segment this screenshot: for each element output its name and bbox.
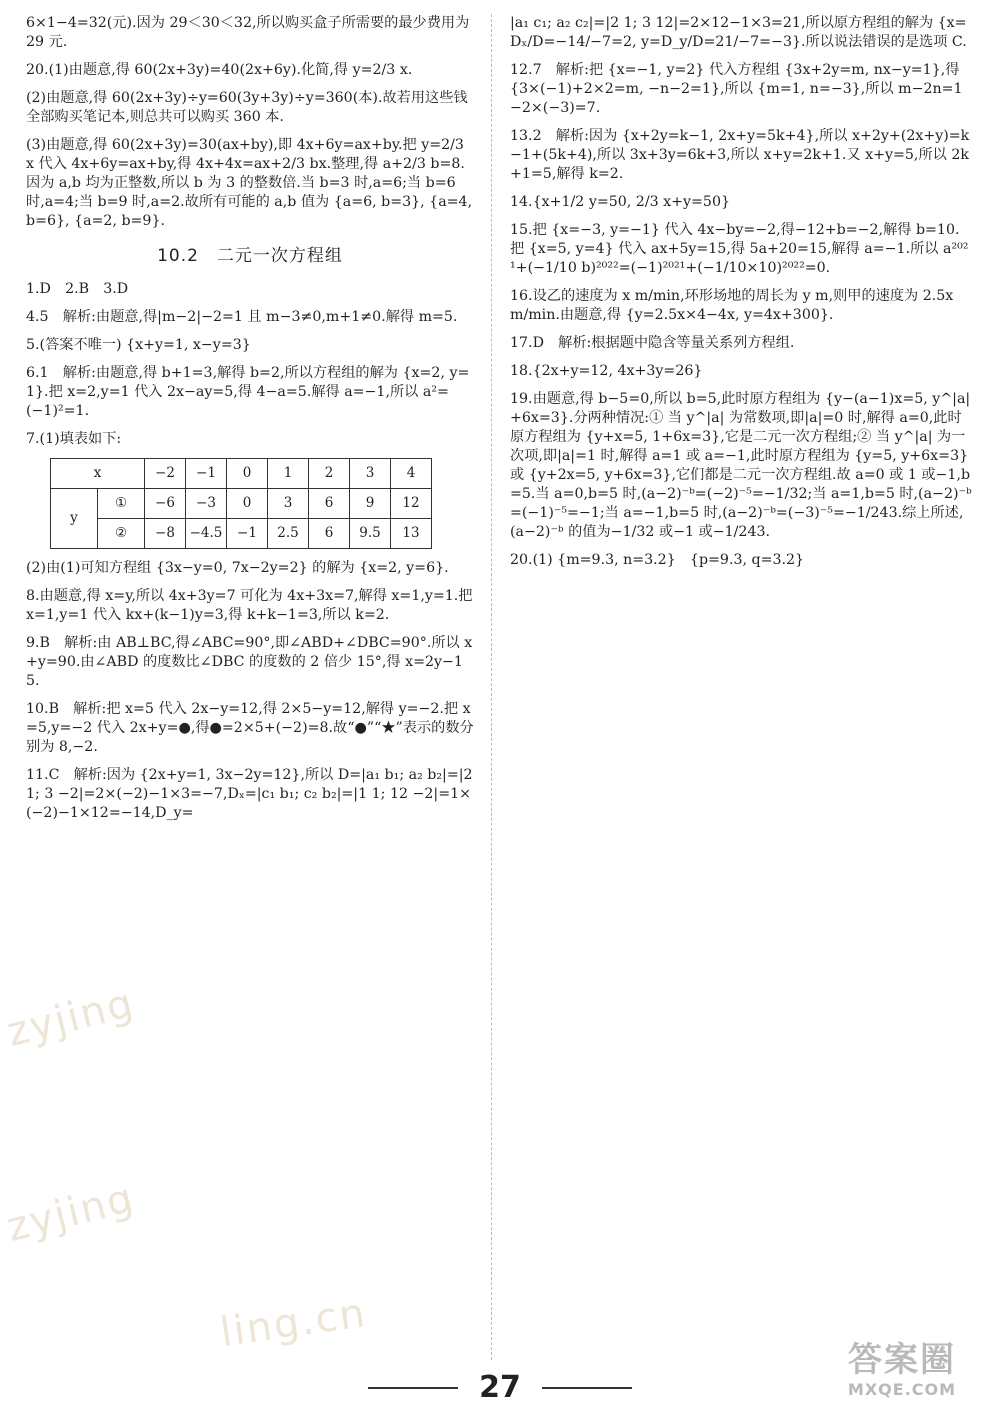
answer-item: 1.D 2.B 3.D	[26, 281, 129, 297]
table-cell: −1	[186, 459, 227, 489]
answer-item: 11.C 解析:因为 {2x+y=1, 3x−2y=12},所以 D=|a₁ b₁; a₂ b₂|=|2 1; 3 −2|=2×(−2)−1×3=−7,Dₓ=|c₁ b₁; c₂ b₂|=|1 1; 12 −2|=1×(−2)−1×12=−14,D_y=	[26, 767, 473, 821]
footer-line	[368, 1387, 458, 1389]
logo-text: 答案圈	[848, 1340, 956, 1380]
table-cell: 2	[309, 459, 350, 489]
answer-item: 6.1 解析:由题意,得 b+1=3,解得 b=2,所以方程组的解为 {x=2, y=1}.把 x=2,y=1 代入 2x−ay=5,得 4−a=5.解得 a=−1,所以 a²=(−1)²=1.	[26, 365, 470, 419]
answer-item: 12.7 解析:把 {x=−1, y=2} 代入方程组 {3x+2y=m, nx−y=1},得 {3×(−1)+2×2=m, −n−2=1},所以 {m=1, n=−3},所以 m−2n=1−2×(−3)=7.	[510, 62, 963, 116]
answer-item: |a₁ c₁; a₂ c₂|=|2 1; 3 12|=2×12−1×3=21,所以原方程组的解为 {x=Dₓ/D=−14/−7=2, y=D_y/D=21/−7=−3}.所以说法错误的是选项 C.	[510, 15, 967, 50]
answer-item: 13.2 解析:因为 {x+2y=k−1, 2x+y=5k+4},所以 x+2y+(2x+y)=k−1+(5k+4),所以 3x+3y=6k+3,所以 x+y=2k+1.又 x+y=5,所以 2k+1=5,解得 k=2.	[510, 128, 970, 182]
answer-item: 7.(1)填表如下:	[26, 431, 122, 447]
table-row	[51, 489, 432, 519]
right-column	[510, 14, 972, 579]
table-cell: 0	[227, 459, 268, 489]
table-cell: −4.5	[186, 519, 227, 549]
answer-item: 6×1−4=32(元).因为 29＜30＜32,所以购买盒子所需要的最少费用为 29 元.	[26, 15, 470, 50]
table-cell: x	[51, 459, 145, 489]
table-cell: −2	[145, 459, 186, 489]
table-cell: −8	[145, 519, 186, 549]
table-row	[51, 459, 432, 489]
table-cell: −3	[186, 489, 227, 519]
answer-item: 4.5 解析:由题意,得|m−2|−2=1 且 m−3≠0,m+1≠0.解得 m=5.	[26, 309, 458, 325]
table-cell: 6	[309, 489, 350, 519]
table-cell: 3	[350, 459, 391, 489]
left-column	[26, 14, 474, 832]
answer-item: 16.设乙的速度为 x m/min,环形场地的周长为 y m,则甲的速度为 2.5x m/min.由题意,得 {y=2.5x×4−4x, y=4x+300}.	[510, 288, 954, 323]
watermark: zyjing	[2, 980, 140, 1056]
answer-item: (2)由题意,得 60(2x+3y)÷y=60(3y+3y)÷y=360(本).故若用这些钱全部购买笔记本,则总共可以购买 360 本.	[26, 90, 468, 125]
table-cell: 6	[309, 519, 350, 549]
answer-item: 9.B 解析:由 AB⊥BC,得∠ABC=90°,即∠ABD+∠DBC=90°.所以 x+y=90.由∠ABD 的度数比∠DBC 的度数的 2 倍少 15°,得 x=2y−15.	[26, 635, 473, 689]
site-logo	[818, 1340, 986, 1404]
table-cell: 0	[227, 489, 268, 519]
table-cell: y	[51, 489, 98, 549]
table-cell: 1	[268, 459, 309, 489]
table-cell: 2.5	[268, 519, 309, 549]
answer-item: 10.B 解析:把 x=5 代入 2x−y=12,得 2×5−y=12,解得 y=−2.把 x=5,y=−2 代入 2x+y=●,得●=2×5+(−2)=8.故“●”“★”表示的数分别为 8,−2.	[26, 701, 474, 755]
answer-item: (2)由(1)可知方程组 {3x−y=0, 7x−2y=2} 的解为 {x=2, y=6}.	[26, 560, 449, 576]
table-cell: 9	[350, 489, 391, 519]
logo-sub: MXQE.COM	[847, 1380, 957, 1399]
value-table	[50, 458, 432, 549]
page-number: 27	[479, 1370, 521, 1405]
column-divider	[491, 14, 492, 1360]
table-cell: 9.5	[350, 519, 391, 549]
table-cell: ②	[98, 519, 145, 549]
table-row	[51, 519, 432, 549]
answer-item: 19.由题意,得 b−5=0,所以 b=5,此时原方程组为 {y−(a−1)x=5, y^|a|+6x=3}.分两种情况:① 当 y^|a| 为常数项,即|a|=0 时,解得 a=0,此时原方程组为 {y+x=5, 1+6x=3},它是二元一次方程组;② 当 y^|a| 为一次项,即|a|=1 时,解得 a=1 或 a=−1,此时原方程组为 {y=5, y+6x=3} 或 {y+2x=5, y+6x=3},它们都是二元一次方程组.故 a=0 或 1 或−1,b=5.当 a=0,b=5 时,(a−2)⁻ᵇ=(−2)⁻⁵=−1/32;当 a=1,b=5 时,(a−2)⁻ᵇ=(−1)⁻⁵=−1;当 a=−1,b=5 时,(a−2)⁻ᵇ=(−3)⁻⁵=−1/243.综上所述,(a−2)⁻ᵇ 的值为−1/32 或−1 或−1/243.	[510, 391, 972, 540]
table-cell: −6	[145, 489, 186, 519]
answer-item: 17.D 解析:根据题中隐含等量关系列方程组.	[510, 335, 795, 351]
answer-item: 14.{x+1/2 y=50, 2/3 x+y=50}	[510, 194, 731, 210]
answer-item: 20.(1)由题意,得 60(2x+3y)=40(2x+6y).化简,得 y=2/3 x.	[26, 62, 413, 78]
answer-item: 15.把 {x=−3, y=−1} 代入 4x−by=−2,得−12+b=−2,解得 b=10.把 {x=5, y=4} 代入 ax+5y=15,得 5a+20=15,解得 a=−1.所以 a²⁰²¹+(−1/10 b)²⁰²²=(−1)²⁰²¹+(−1/10×10)²⁰²²=0.	[510, 222, 969, 276]
section-title: 10.2 二元一次方程组	[157, 246, 343, 266]
table-cell: 13	[391, 519, 432, 549]
answer-item: 20.(1) {m=9.3, n=3.2} {p=9.3, q=3.2}	[510, 552, 805, 568]
answer-item: 8.由题意,得 x=y,所以 4x+3y=7 可化为 4x+3x=7,解得 x=1,y=1.把 x=1,y=1 代入 kx+(k−1)y=3,得 k+k−1=3,所以 k=2.	[26, 588, 473, 623]
table-cell: 3	[268, 489, 309, 519]
answer-item: 5.(答案不唯一) {x+y=1, x−y=3}	[26, 337, 251, 353]
watermark: zyjing	[2, 1175, 140, 1251]
watermark: ling.cn	[217, 1289, 370, 1357]
footer-line	[542, 1387, 632, 1389]
table-cell: −1	[227, 519, 268, 549]
answer-item: (3)由题意,得 60(2x+3y)=30(ax+by),即 4x+6y=ax+by.把 y=2/3 x 代入 4x+6y=ax+by,得 4x+4x=ax+2/3 bx.整理,得 a+2/3 b=8.因为 a,b 均为正整数,所以 b 为 3 的整数倍.当 b=3 时,a=6;当 b=6 时,a=4;当 b=9 时,a=2.故所有可能的 a,b 值为 {a=6, b=3}, {a=4, b=6}, {a=2, b=9}.	[26, 137, 473, 229]
table-cell: 12	[391, 489, 432, 519]
answer-item: 18.{2x+y=12, 4x+3y=26}	[510, 363, 703, 379]
table-cell: ①	[98, 489, 145, 519]
table-cell: 4	[391, 459, 432, 489]
